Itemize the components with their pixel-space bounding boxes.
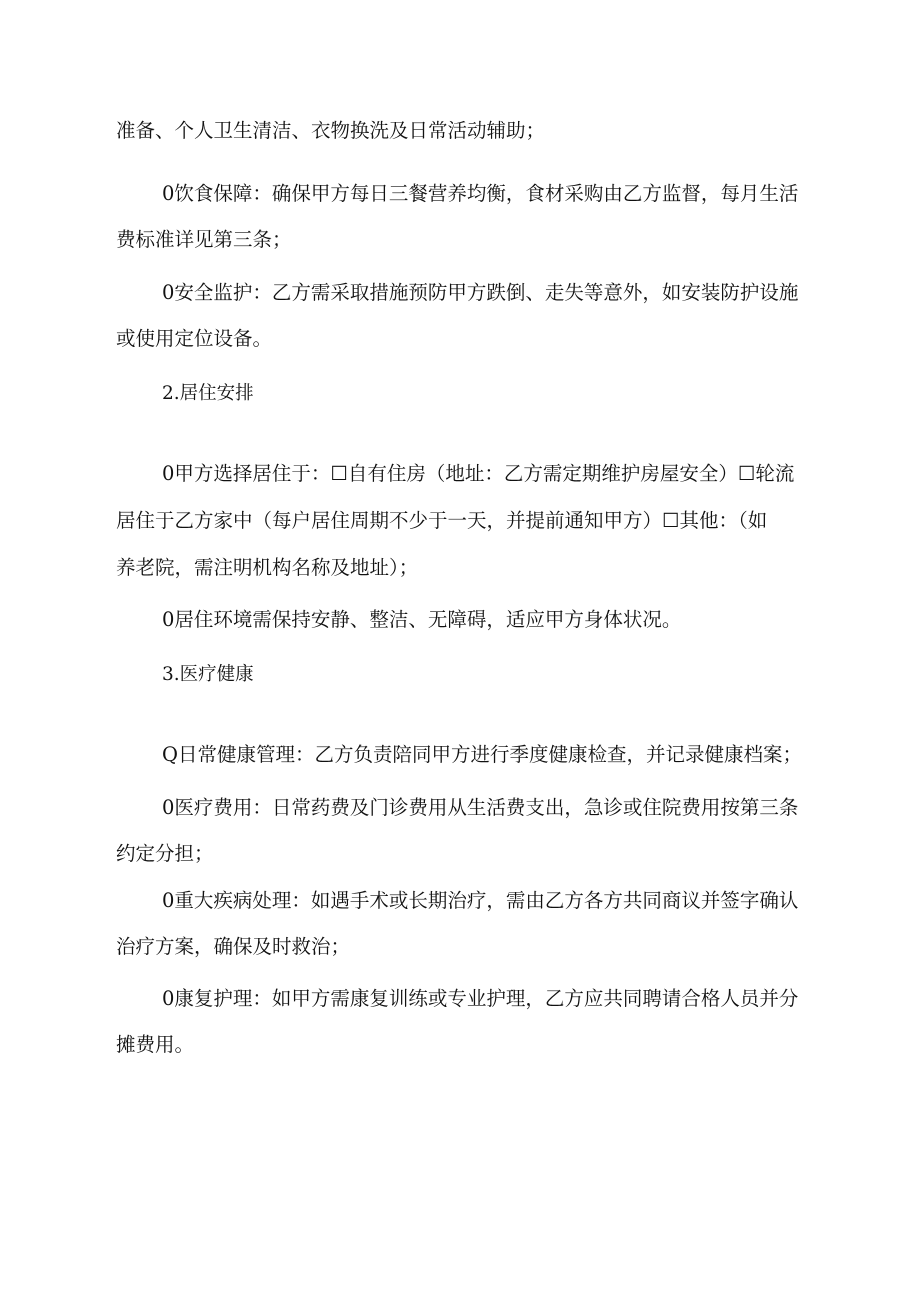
section-heading-medical: 3.医疗健康 <box>162 664 254 685</box>
list-item-rehabilitation-continued: 摊费用。 <box>116 1033 195 1056</box>
list-item-health-management: Q日常健康管理：乙方负责陪同甲方进行季度健康检查，并记录健康档案； <box>162 743 802 766</box>
list-item-residence-environment: 0居住环境需保持安静、整洁、无障碍，适应甲方身体状况。 <box>162 608 682 631</box>
list-item-safety-continued: 或使用定位设备。 <box>116 327 273 350</box>
list-item-residence-choice: 0甲方选择居住于：☐自有住房（地址：乙方需定期维护房屋安全）☐轮流 <box>162 462 795 485</box>
list-item-residence-choice-end: 养老院，需注明机构名称及地址）； <box>116 556 419 579</box>
list-item-safety: 0安全监护：乙方需采取措施预防甲方跌倒、走失等意外，如安装防护设施 <box>162 281 799 304</box>
list-item-rehabilitation: 0康复护理：如甲方需康复训练或专业护理，乙方应共同聘请合格人员并分 <box>162 987 799 1010</box>
list-item-major-illness: 0重大疾病处理：如遇手术或长期治疗，需由乙方各方共同商议并签字确认 <box>162 889 799 912</box>
list-item-residence-choice-continued: 居住于乙方家中（每户居住周期不少于一天，并提前通知甲方）☐其他：（如 <box>116 509 768 532</box>
list-item-major-illness-continued: 治疗方案，确保及时救治； <box>116 935 351 958</box>
list-item-diet: 0饮食保障：确保甲方每日三餐营养均衡，食材采购由乙方监督，每月生活 <box>162 182 799 205</box>
section-heading-residence: 2.居住安排 <box>162 383 254 404</box>
list-item-medical-costs-continued: 约定分担； <box>116 842 214 865</box>
list-item-medical-costs: 0医疗费用：日常药费及门诊费用从生活费支出，急诊或住院费用按第三条 <box>162 796 799 819</box>
list-item-diet-continued: 费标准详见第三条； <box>116 228 292 251</box>
paragraph-daily-care-continued: 准备、个人卫生清洁、衣物换洗及日常活动辅助； <box>116 119 546 142</box>
